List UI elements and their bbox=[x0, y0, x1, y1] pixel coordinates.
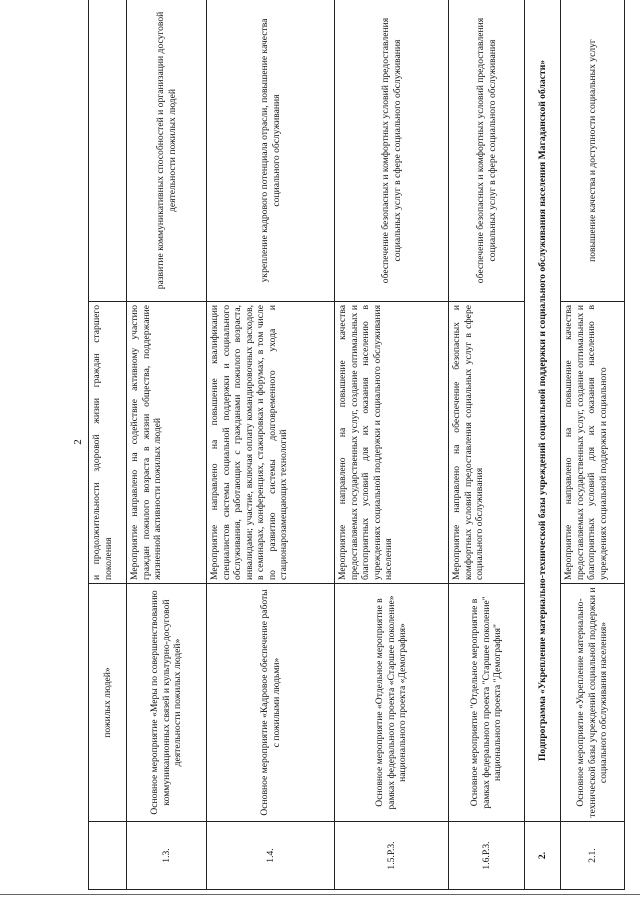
row-number: 1.6.Р.3. bbox=[449, 822, 525, 890]
event-name: Основное мероприятие «Отдельное мероприятие в рамках федерального проекта «Старшее поколение» национального проекта «Демография» bbox=[335, 584, 449, 822]
event-result bbox=[89, 0, 127, 302]
event-description: Мероприятие направлено на обеспечение безопасных и комфортных условий предоставления социальных услуг в сфере социального обслуживания bbox=[449, 302, 525, 584]
row-number: 1.3. bbox=[127, 822, 207, 890]
event-result: обеспечение безопасных и комфортных условий предоставления социальных услуг в сфере социального обслуживания bbox=[449, 0, 525, 302]
page-number-text: 2 bbox=[72, 439, 84, 445]
program-table bbox=[88, 0, 625, 890]
page-number bbox=[71, 434, 85, 450]
subprogram-number: 2. bbox=[525, 822, 561, 890]
event-description: и продолжительности здоровой жизни граждан старшего поколения bbox=[89, 302, 127, 584]
event-name: Основное мероприятие «Укрепление материально-технической базы учреждений социальной поддержки и социального обслуживания населения» bbox=[561, 584, 625, 822]
table-row bbox=[89, 0, 127, 890]
event-description: Мероприятие направлено на повышение качества предоставляемых государственных услуг, создание оптимальных и благоприятных условий для их оказания населению в учреждениях социальной поддержки и социального bbox=[561, 302, 625, 584]
event-result: повышение качества и доступности социальных услуг bbox=[561, 0, 625, 302]
row-number: 1.5.Р.3. bbox=[335, 822, 449, 890]
table-row bbox=[207, 0, 335, 890]
table-row bbox=[449, 0, 525, 890]
subprogram-title: Подпрограмма «Укрепление материально-технической базы учреждений социальной поддержки и социального обслуживания населения Магаданской области» bbox=[525, 0, 561, 822]
event-description: Мероприятие направлено на содействие активному участию граждан пожилого возраста в жизни общества, поддержание жизненной активности пожилых людей bbox=[127, 302, 207, 584]
event-name: Основное мероприятие «Меры по совершенствованию коммуникационных связей и культурно-досуговой деятельности пожилых людей» bbox=[127, 584, 207, 822]
event-result: развитие коммуникативных способностей и организации досуговой деятельности пожилых людей bbox=[127, 0, 207, 302]
rotated-document bbox=[88, 0, 624, 890]
event-description: Мероприятие направлено на повышение качества предоставляемых государственных услуг, создание оптимальных и благоприятных условий для их оказания населению в учреждениях социальной поддержки и социального обслуживания населения bbox=[335, 302, 449, 584]
subprogram-row bbox=[525, 0, 561, 890]
event-description: Мероприятие направлено на повышение квалификации специалистов системы социальной поддержки и социального обслуживания, работающих с гражданами пожилого возраста, инвалидами; участие, включая оплату командировочных расходов, в семинарах, конференциях, стажировках и форумах, в том числе по развитию системы долговременного ухода и стационарозамещающих технологий bbox=[207, 302, 335, 584]
page-bottom-rule bbox=[0, 894, 640, 895]
row-number: 2.1. bbox=[561, 822, 625, 890]
event-name: пожилых людей» bbox=[89, 584, 127, 822]
row-number: 1.4. bbox=[207, 822, 335, 890]
table-row bbox=[127, 0, 207, 890]
row-number bbox=[89, 822, 127, 890]
event-name: Основное мероприятие "Отдельное мероприятие в рамках федерального проекта "Старшее поколение" национального проекта "Демография" bbox=[449, 584, 525, 822]
table-row bbox=[335, 0, 449, 890]
event-name: Основное мероприятие «Кадровое обеспечение работы с пожилыми людьми» bbox=[207, 584, 335, 822]
table-row bbox=[561, 0, 625, 890]
event-result: укрепление кадрового потенциала отрасли, повышение качества социального обслуживания bbox=[207, 0, 335, 302]
event-result: обеспечение безопасных и комфортных условий предоставления социальных услуг в сфере социального обслуживания bbox=[335, 0, 449, 302]
